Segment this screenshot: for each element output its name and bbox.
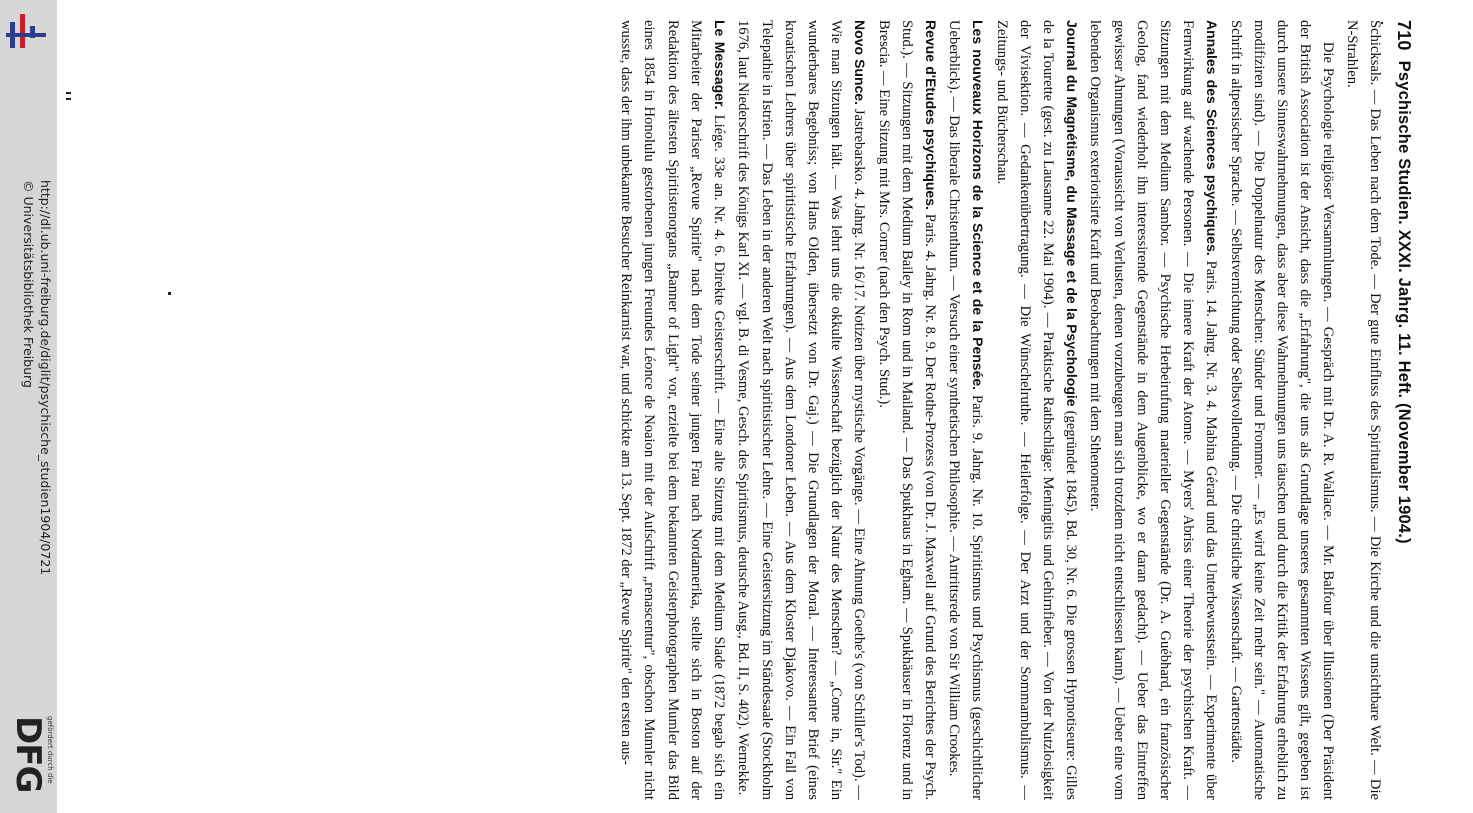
paragraph-text: Paris. 4. Jahrg. Nr. 8. 9. Der Rothe-Prozess (von Dr. J. Maxwell auf Grund des Berichtes der Psych. Stud.). — Sitzungen mit dem Medium Bailey in Rom und in Mailand. — Das Spukhaus in Egham. — Spukhäuser in Florenz und in Brescia. — Eine Sitzung mit Mrs. Corner (nach den Psych. Stud.). <box>875 20 938 800</box>
paragraph <box>1339 20 1385 800</box>
paragraph-text: Schicksals. — Das Leben nach dem Tode. — Der gute Einfluss des Spiritualismus. — Die Kirche und die unsichtbare Welt. — Die N-Strahlen. <box>1343 20 1383 800</box>
paragraph-text: Liége. 33e an. Nr. 4. 6. Direkte Geisterschrift. — Eine alte Sitzung mit dem Medium Slade (1872 begab sich ein Mitarbeiter der Pariser „Revue Spirite" nach dem Tode seiner jungen Frau nach Nordamerika, stellte sich in Boston auf der Redaktion des ältesten Spiritistenorgans „Banner of Light" vor, erzielte bei dem bekannten Geisterphotographen Mumler das Bild eines 1854 in Honolulu gestorbenen jungen Freundes Léonce de Noaion mit der Aufschrift „renascentur", obschon Mumler nicht wusste, dass der ihm unbekannte Besucher Reinkarnist war, und schickte am 13. Sept. 1872 der „Revue Spirite" den ersten aus- <box>618 20 728 800</box>
copyright-text: © Universitätsbibliothek Freiburg <box>21 180 36 388</box>
paragraph <box>1083 20 1223 800</box>
paragraph <box>731 20 871 800</box>
journal-title: Novo Sunce. <box>852 20 869 105</box>
paragraph-text: Paris. 14. Jahrg. Nr. 3. 4. Mabina Gérard und das Unterbewusstsein. — Experimente über Fernwirkung auf wachende Personen. — Die innere Kraft der Atome. — Myers' Abriss einer Theorie der psychischen Kraft. — Sitzungen mit dem Medium Sambor. — Psychische Herbeirufung materieller Gegenstände (Dr. A. Guébhard, ein französischer Geolog, fand wiederholt ihn interessirende Gegenstände in dem Augenblicke, wo er daran gedacht). — Ueber das Eintreffen gewisser Ahnungen (Voraussicht von Verlusten, denen vorzubeugen man sich trotzdem nicht entschliessen kann). — Ueber eine vom lebenden Organismus exteriorisirte Kraft und Beobachtungen mit dem Sthenometer. <box>1087 20 1220 800</box>
margin-mark <box>66 92 71 94</box>
funder-logo <box>10 716 54 808</box>
journal-title: Journal du Magnétisme, du Massage et de la Psychologie <box>1064 20 1081 407</box>
journal-title: Le Messager. <box>712 20 729 110</box>
paragraph <box>614 20 731 800</box>
page-number: 710 <box>1394 20 1414 51</box>
paragraph <box>942 20 989 800</box>
margin-mark <box>66 98 71 100</box>
funder-small-text: gefördert durch die <box>46 716 54 784</box>
paragraph-text: (gegründet 1845). Bd. 30, Nr. 6. Die grossen Hypnotiseure: Gilles de la Tourette (gest. zu Lausanne 22. Mai 1904). — Praktische Rathschläge: Meningitis und Gehirnfieber. — Von der Nutzlosigkeit der Vivisektion. — Gedankenübertragung. — Die Wünschelruthe. — Heilerfolge. — Der Arzt und der Sommambulismus. — Zeitungs- und Bücherschau. <box>993 20 1080 801</box>
paragraph <box>1223 20 1339 800</box>
journal-title: Annales des Sciences psychiques. <box>1204 20 1221 256</box>
dfg-logo: DFG <box>8 716 48 793</box>
scanned-page <box>85 20 1415 800</box>
paragraph <box>989 20 1083 800</box>
paragraph <box>871 20 942 800</box>
journal-title: Revue d'Etudes psychiques. <box>922 20 939 210</box>
paragraph-text: Paris. 9. Jahrg. Nr. 10. Spiritismus und Psychismus (geschichtlicher Ueberblick). — Das liberale Christenthum. — Versuch einer synthetischen Philosophie. — Antrittsrede von Sir William Crookes. <box>946 20 986 800</box>
sidebar-credits <box>6 180 54 650</box>
library-logo-icon <box>4 6 48 56</box>
paragraph-text: Die Psychologie religiöser Versammlungen. — Gespräch mit Dr. A. R. Wallace. — Mr. Balfour über Illusionen (Der Präsident der British Association ist der Ansicht, dass die „Erfahrung", die uns als Grundlage unseres gesammten Wissens gilt, gegeben ist durch unsere Sinneswahrnehmungen, dass aber diese Wahrnehmungen uns täuschen und durch die Kritik der Erfahrung erheblich zu modifiziren sind). — Die Doppelnatur des Menschen: Sünder und Frommer. — „Es wird keine Zeit mehr sein." — Automatische Schrift in altpersischer Sprache. — Selbstvernichtung oder Selbstvollendung. — Die christliche Wissenschaft. — Gartenstädte. <box>1227 20 1337 800</box>
page-header <box>1392 20 1415 800</box>
page-body <box>614 20 1386 800</box>
running-head: Psychische Studien. XXXI. Jahrg. 11. Heft. (November 1904.) <box>1395 60 1413 544</box>
paragraph-text: Jastrebarsko. 4. Jahrg. Nr. 16/17. Notizen über mystische Vorgänge. — Eine Ahnung Goethe's (von Schiller's Tod). — Wie man Sitzungen hält. — Was lehrt uns die okkulte Wissenschaft bezüglich der Natur des Menschen? — „Come in, Sir." Ein wunderbares Begebniss; von Hans Olden, übersetzt von Dr. Gaj.) — Die Grundlagen der Moral. — Interessanter Brief (eines kroatischen Lehrers über spiritistische Erfahrungen). — Aus dem Londoner Leben. — Aus dem Kloster Djakovo. — Ein Fall von Telepathie in Istrien. — Das Leben in der anderen Welt nach spiritistischer Lehre. — Eine Geistersitzung im Ständesaale (Stockholm 1676, laut Niederschrift des Königs Karl XI. — vgl. B. di Vesme, Gesch. des Spiritismus, deutsche Ausg., Bd. II, S. 402). Wernekke. <box>735 20 868 800</box>
source-url[interactable]: http://dl.ub.uni-freiburg.de/diglit/psychische_studien1904/0721 <box>38 180 53 576</box>
viewer-sidebar <box>0 0 57 813</box>
journal-title: Les nouveaux Horizons de la Science et de la Pensée. <box>970 20 987 391</box>
